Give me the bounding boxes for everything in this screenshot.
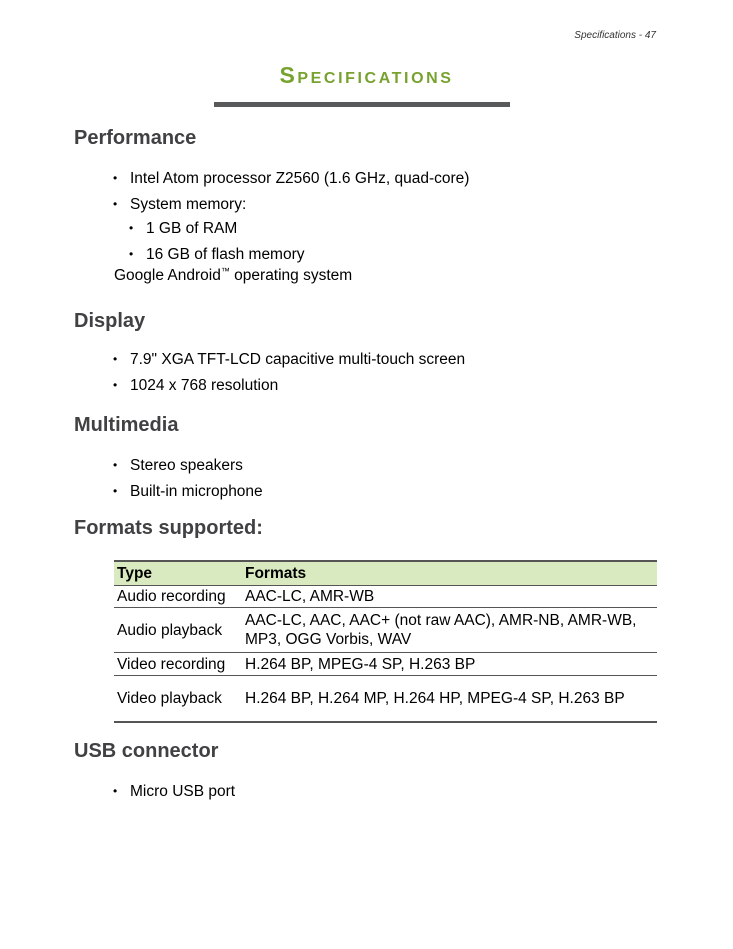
usb-heading: USB connector bbox=[74, 740, 219, 762]
type-cell: Audio playback bbox=[114, 608, 242, 653]
display-heading: Display bbox=[74, 310, 146, 332]
performance-heading: Performance bbox=[74, 127, 197, 149]
list-item: • 1024 x 768 resolution bbox=[113, 373, 465, 399]
list-item: • 16 GB of flash memory bbox=[129, 242, 305, 268]
multimedia-heading: Multimedia bbox=[74, 414, 179, 436]
list-item: • 1 GB of RAM bbox=[129, 216, 305, 242]
type-cell: Video recording bbox=[114, 653, 242, 676]
multimedia-list bbox=[113, 453, 263, 504]
table-header-row bbox=[114, 561, 657, 586]
os-suffix: operating system bbox=[229, 267, 353, 285]
running-header: Specifications - 47 bbox=[574, 30, 656, 41]
usb-list bbox=[113, 779, 235, 805]
table-row bbox=[114, 586, 657, 608]
list-item: • Intel Atom processor Z2560 (1.6 GHz, quad-core) bbox=[113, 166, 469, 192]
list-item: • Micro USB port bbox=[113, 779, 235, 805]
formats-cell: H.264 BP, MPEG-4 SP, H.263 BP bbox=[242, 653, 657, 676]
table-row bbox=[114, 608, 657, 653]
formats-heading: Formats supported: bbox=[74, 517, 263, 539]
os-line bbox=[114, 266, 352, 285]
performance-list bbox=[113, 166, 469, 217]
list-item: • 7.9" XGA TFT-LCD capacitive multi-touch screen bbox=[113, 347, 465, 373]
os-name: Google Android bbox=[114, 267, 221, 285]
formats-cell: H.264 BP, H.264 MP, H.264 HP, MPEG-4 SP, H.263 BP bbox=[242, 676, 657, 722]
list-item: • Stereo speakers bbox=[113, 453, 263, 479]
column-header-type: Type bbox=[114, 561, 242, 586]
type-cell: Video playback bbox=[114, 676, 242, 722]
type-cell: Audio recording bbox=[114, 586, 242, 608]
formats-cell: AAC-LC, AAC, AAC+ (not raw AAC), AMR-NB, AMR-WB, MP3, OGG Vorbis, WAV bbox=[242, 608, 657, 653]
title-underline bbox=[214, 102, 510, 107]
formats-table bbox=[114, 560, 657, 723]
column-header-formats: Formats bbox=[242, 561, 657, 586]
memory-sublist bbox=[129, 216, 305, 267]
display-list bbox=[113, 347, 465, 398]
page-title: Specifications bbox=[279, 62, 454, 88]
table-row bbox=[114, 653, 657, 676]
list-item: • System memory: bbox=[113, 192, 469, 218]
list-item: • Built-in microphone bbox=[113, 479, 263, 505]
formats-cell: AAC-LC, AMR-WB bbox=[242, 586, 657, 608]
table-row bbox=[114, 676, 657, 722]
trademark-mark: ™ bbox=[220, 266, 230, 276]
